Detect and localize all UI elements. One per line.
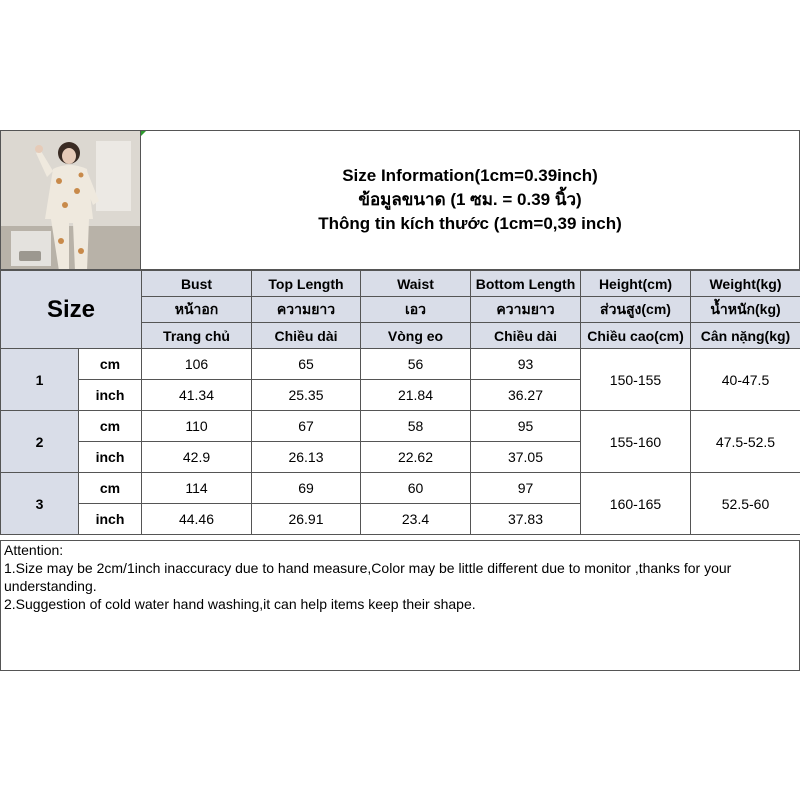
bust-cell: 41.34: [142, 380, 252, 411]
model-image: [1, 131, 141, 270]
col-height-en: Height(cm): [581, 271, 691, 297]
bottom-length-cell: 36.27: [471, 380, 581, 411]
unit-cell: cm: [79, 349, 142, 380]
size-cell: 1: [1, 349, 79, 411]
col-height-vi: Chiều cao(cm): [581, 323, 691, 349]
bust-cell: 44.46: [142, 504, 252, 535]
size-chart: [0, 130, 800, 670]
waist-cell: 23.4: [361, 504, 471, 535]
attention-notes: [0, 540, 800, 671]
col-bust-en: Bust: [142, 271, 252, 297]
col-weight-vi: Cân nặng(kg): [691, 323, 800, 349]
size-table: [0, 270, 800, 535]
size-cell: 2: [1, 411, 79, 473]
height-cell: 155-160: [581, 411, 691, 473]
top-length-cell: 65: [252, 349, 361, 380]
bottom-length-cell: 37.83: [471, 504, 581, 535]
top-length-cell: 25.35: [252, 380, 361, 411]
col-waist-th: เอว: [361, 297, 471, 323]
bust-cell: 110: [142, 411, 252, 442]
attention-note-1: 1.Size may be 2cm/1inch inaccuracy due to hand measure,Color may be little different due to monitor ,thanks for your understanding.: [4, 560, 732, 594]
top-length-cell: 67: [252, 411, 361, 442]
col-weight-th: น้ำหนัก(kg): [691, 297, 800, 323]
col-bottom-length-th: ความยาว: [471, 297, 581, 323]
top-length-cell: 26.91: [252, 504, 361, 535]
title-english: Size Information(1cm=0.39inch): [342, 166, 598, 185]
weight-cell: 52.5-60: [691, 473, 800, 535]
waist-cell: 22.62: [361, 442, 471, 473]
table-row: [1, 349, 800, 380]
bust-cell: 42.9: [142, 442, 252, 473]
table-row: [1, 411, 800, 442]
col-waist-en: Waist: [361, 271, 471, 297]
unit-cell: inch: [79, 442, 142, 473]
size-cell: 3: [1, 473, 79, 535]
bottom-length-cell: 93: [471, 349, 581, 380]
col-height-th: ส่วนสูง(cm): [581, 297, 691, 323]
table-row: [1, 473, 800, 504]
product-photo: [0, 130, 141, 270]
weight-cell: 40-47.5: [691, 349, 800, 411]
waist-cell: 21.84: [361, 380, 471, 411]
top-length-cell: 26.13: [252, 442, 361, 473]
height-cell: 150-155: [581, 349, 691, 411]
bust-cell: 114: [142, 473, 252, 504]
waist-cell: 60: [361, 473, 471, 504]
top-length-cell: 69: [252, 473, 361, 504]
attention-heading: Attention:: [4, 542, 64, 558]
unit-cell: cm: [79, 411, 142, 442]
bottom-length-cell: 97: [471, 473, 581, 504]
unit-cell: inch: [79, 380, 142, 411]
col-top-length-en: Top Length: [252, 271, 361, 297]
weight-cell: 47.5-52.5: [691, 411, 800, 473]
waist-cell: 56: [361, 349, 471, 380]
size-header: Size: [1, 271, 142, 349]
title-vietnamese: Thông tin kích thước (1cm=0,39 inch): [318, 214, 622, 233]
waist-cell: 58: [361, 411, 471, 442]
bust-cell: 106: [142, 349, 252, 380]
unit-cell: inch: [79, 504, 142, 535]
height-cell: 160-165: [581, 473, 691, 535]
unit-cell: cm: [79, 473, 142, 504]
col-bust-th: หน้าอก: [142, 297, 252, 323]
col-top-length-th: ความยาว: [252, 297, 361, 323]
col-bottom-length-en: Bottom Length: [471, 271, 581, 297]
col-bottom-length-vi: Chiều dài: [471, 323, 581, 349]
col-weight-en: Weight(kg): [691, 271, 800, 297]
bottom-length-cell: 37.05: [471, 442, 581, 473]
col-bust-vi: Trang chủ: [142, 323, 252, 349]
attention-note-2: 2.Suggestion of cold water hand washing,it can help items keep their shape.: [4, 596, 476, 612]
col-waist-vi: Vòng eo: [361, 323, 471, 349]
title-block: [141, 130, 800, 270]
header-row-en: [1, 271, 800, 297]
bottom-length-cell: 95: [471, 411, 581, 442]
col-top-length-vi: Chiều dài: [252, 323, 361, 349]
title-thai: ข้อมูลขนาด (1 ซม. = 0.39 นิ้ว): [358, 190, 582, 209]
